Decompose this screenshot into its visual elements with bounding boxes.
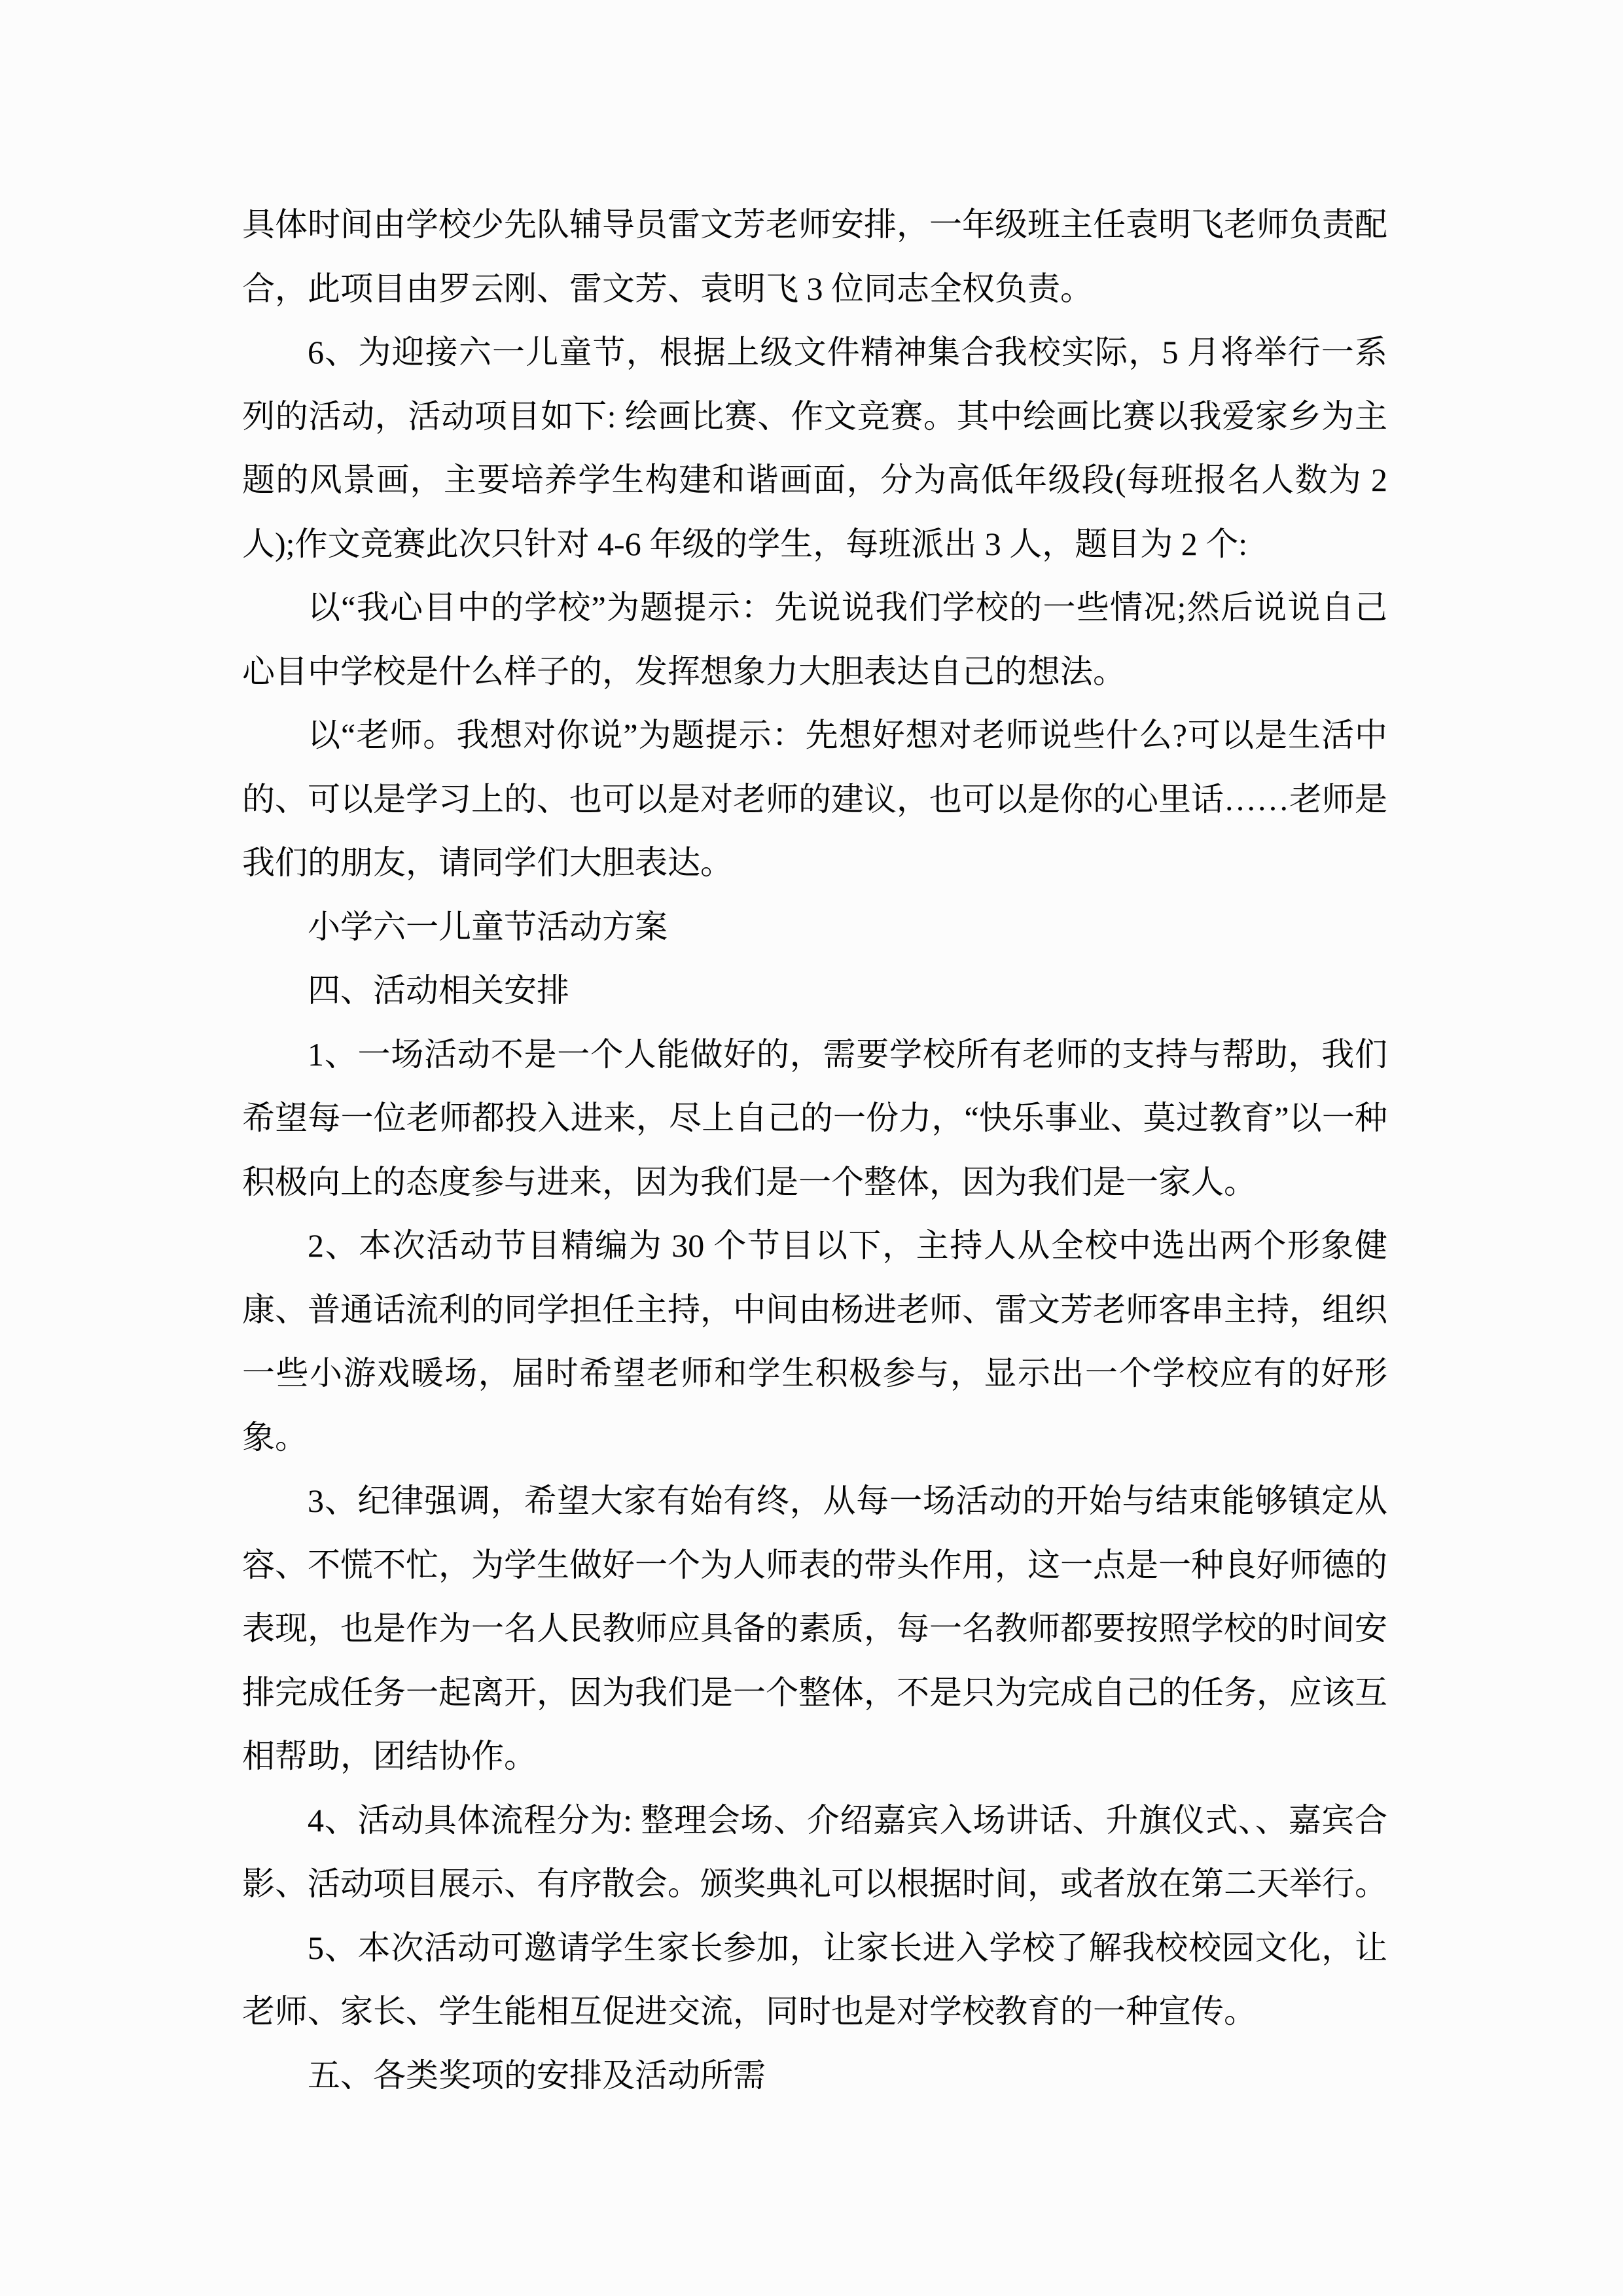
paragraph: 6、为迎接六一儿童节，根据上级文件精神集合我校实际，5 月将举行一系列的活动，活动项目如下: 绘画比赛、作文竞赛。其中绘画比赛以我爱家乡为主题的风景画，主要培养学生构建和谐画面，分为高低年级段(每班报名人数为 2 人);作文竞赛此次只针对 4-6 年级的学生，每班派出 3 人，题目为 2 个: bbox=[242, 334, 1387, 562]
paragraph: 以“我心目中的学校”为题提示：先说说我们学校的一些情况;然后说说自己心目中学校是什么样子的，发挥想象力大胆表达自己的想法。 bbox=[242, 589, 1387, 690]
paragraph: 3、纪律强调，希望大家有始有终，从每一场活动的开始与结束能够镇定从容、不慌不忙，为学生做好一个为人师表的带头作用，这一点是一种良好师德的表现，也是作为一名人民教师应具备的素质，每一名教师都要按照学校的时间安排完成任务一起离开，因为我们是一个整体，不是只为完成自己的任务，应该互相帮助，团结协作。 bbox=[242, 1482, 1387, 1774]
paragraph: 1、一场活动不是一个人能做好的，需要学校所有老师的支持与帮助，我们希望每一位老师都投入进来，尽上自己的一份力，“快乐事业、莫过教育”以一种积极向上的态度参与进来，因为我们是一个整体，因为我们是一家人。 bbox=[242, 1035, 1387, 1200]
section-heading: 五、各类奖项的安排及活动所需 bbox=[308, 2056, 766, 2094]
paragraph: 以“老师。我想对你说”为题提示：先想好想对老师说些什么?可以是生活中的、可以是学习上的、也可以是对老师的建议，也可以是你的心里话……老师是我们的朋友，请同学们大胆表达。 bbox=[242, 717, 1387, 881]
paragraph: 4、活动具体流程分为: 整理会场、介绍嘉宾入场讲话、升旗仪式、、嘉宾合影、活动项目展示、有序散会。颁奖典礼可以根据时间，或者放在第二天举行。 bbox=[242, 1801, 1387, 1902]
section-heading: 四、活动相关安排 bbox=[308, 972, 569, 1009]
paragraph: 具体时间由学校少先队辅导员雷文芳老师安排，一年级班主任袁明飞老师负责配合，此项目由罗云刚、雷文芳、袁明飞 3 位同志全权负责。 bbox=[242, 206, 1387, 307]
paragraph: 小学六一儿童节活动方案 bbox=[308, 908, 668, 945]
paragraph: 2、本次活动节目精编为 30 个节目以下，主持人从全校中选出两个形象健康、普通话流利的同学担任主持，中间由杨进老师、雷文芳老师客串主持，组织一些小游戏暖场，届时希望老师和学生积极参与，显示出一个学校应有的好形象。 bbox=[242, 1227, 1387, 1456]
paragraph: 5、本次活动可邀请学生家长参加，让家长进入学校了解我校校园文化，让老师、家长、学生能相互促进交流，同时也是对学校教育的一种宣传。 bbox=[242, 1929, 1387, 2030]
